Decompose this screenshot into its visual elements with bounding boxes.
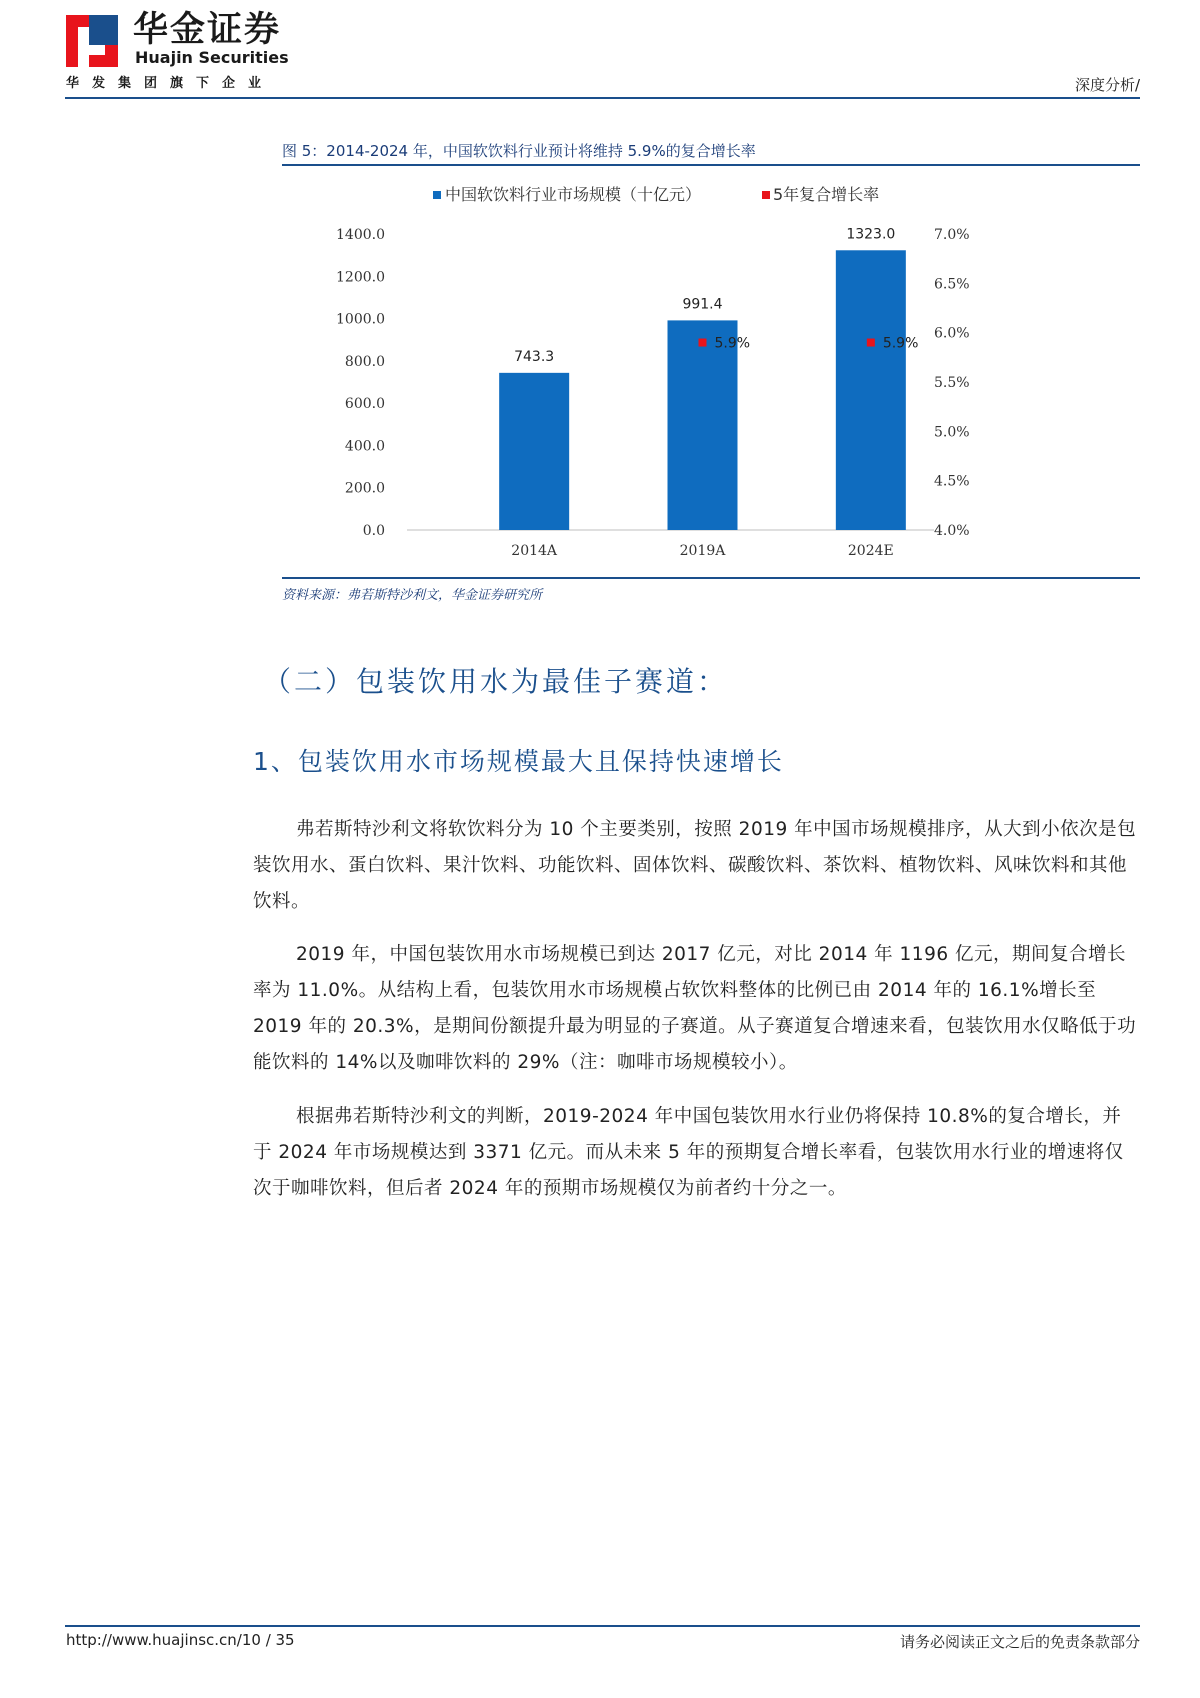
x-axis-labels: [511, 543, 893, 559]
chart-legend: [433, 185, 879, 204]
y-left-tick-label: 1000.0: [336, 311, 385, 328]
huajin-logo-icon: [66, 15, 118, 67]
body-paragraph-2: 2019 年，中国包装饮用水市场规模已到达 2017 亿元，对比 2014 年 1196 亿元，期间复合增长率为 11.0%。从结构上看，包装饮用水市场规模占软饮料整体的比例已由 2014 年的 16.1%增长至 2019 年的 20.3%，是期间份额提升最为明显的子赛道。从子赛道复合增速来看，包装饮用水仅略低于功能饮料的 14%以及咖啡饮料的 29%（注：咖啡市场规模较小）。: [253, 944, 1137, 1073]
logo-english-name: Huajin Securities: [135, 48, 289, 67]
x-tick-label: 2014A: [511, 543, 558, 559]
bar-value-label: 1323.0: [846, 226, 896, 243]
footer-url-page: http://www.huajinsc.cn/10 / 35: [66, 1631, 295, 1649]
bar-value-label: 743.3: [514, 348, 555, 365]
y-right-tick-label: 4.0%: [934, 523, 970, 539]
y-left-tick-label: 0.0: [362, 523, 385, 539]
market-size-chart: [282, 170, 1140, 570]
bar-series: [499, 226, 906, 530]
figure-bottom-rule: [282, 577, 1140, 579]
header-divider: [65, 97, 1140, 99]
y-left-tick-label: 800.0: [344, 353, 385, 370]
y-right-tick-label: 5.0%: [934, 424, 970, 441]
figure-source: 资料来源：弗若斯特沙利文，华金证券研究所: [282, 588, 543, 603]
figure-title: 图 5：2014-2024 年，中国软饮料行业预计将维持 5.9%的复合增长率: [282, 142, 756, 160]
report-type-label: 深度分析/: [1074, 76, 1140, 94]
y-right-tick-label: 4.5%: [934, 473, 970, 490]
cagr-value-label: 5.9%: [882, 335, 919, 352]
y-axis-right: [934, 227, 970, 539]
legend-label-cagr: 5年复合增长率: [773, 185, 880, 204]
y-right-tick-label: 6.0%: [934, 325, 970, 342]
logo-subtitle: 华发集团旗下企业: [66, 76, 275, 91]
cagr-marker: [867, 339, 875, 347]
y-left-tick-label: 200.0: [344, 480, 385, 497]
cagr-marker: [699, 339, 707, 347]
figure-top-rule: [282, 164, 1140, 166]
bar: [668, 320, 738, 530]
footer-disclaimer: 请务必阅读正文之后的免责条款部分: [899, 1633, 1140, 1651]
bar: [499, 373, 569, 530]
y-right-tick-label: 6.5%: [934, 276, 970, 293]
bar-value-label: 991.4: [682, 296, 723, 313]
legend-swatch-market-size: [433, 191, 441, 199]
footer-divider: [65, 1625, 1140, 1627]
body-paragraph-1: 弗若斯特沙利文将软饮料分为 10 个主要类别，按照 2019 年中国市场规模排序，从大到小依次是包装饮用水、蛋白饮料、果汁饮料、功能饮料、固体饮料、碳酸饮料、茶饮料、植物饮料、风味饮料和其他饮料。: [253, 819, 1137, 912]
y-axis-left: [336, 227, 385, 539]
logo-chinese-name: 华金证券: [133, 10, 282, 50]
y-left-tick-label: 400.0: [344, 438, 385, 455]
x-tick-label: 2019A: [679, 543, 726, 559]
y-left-tick-label: 1200.0: [336, 269, 385, 286]
x-tick-label: 2024E: [847, 543, 894, 559]
cagr-value-label: 5.9%: [714, 335, 751, 352]
legend-swatch-cagr: [762, 191, 770, 199]
y-left-tick-label: 1400.0: [336, 227, 385, 243]
y-left-tick-label: 600.0: [344, 396, 385, 413]
cagr-series: [699, 336, 919, 352]
body-paragraph-3: 根据弗若斯特沙利文的判断，2019-2024 年中国包装饮用水行业仍将保持 10.8%的复合增长，并于 2024 年市场规模达到 3371 亿元。而从未来 5 年的预期复合增长率看，包装饮用水行业的增速将仅次于咖啡饮料，但后者 2024 年的预期市场规模仅为前者约十分之一。: [253, 1106, 1124, 1199]
subsection-heading: 1、包装饮用水市场规模最大且保持快速增长: [253, 747, 784, 776]
y-right-tick-label: 5.5%: [934, 375, 970, 391]
section-heading: （二）包装饮用水为最佳子赛道：: [263, 665, 729, 698]
y-right-tick-label: 7.0%: [934, 227, 970, 243]
legend-label-market-size: 中国软饮料行业市场规模（十亿元）: [445, 185, 702, 204]
bar: [836, 250, 906, 530]
